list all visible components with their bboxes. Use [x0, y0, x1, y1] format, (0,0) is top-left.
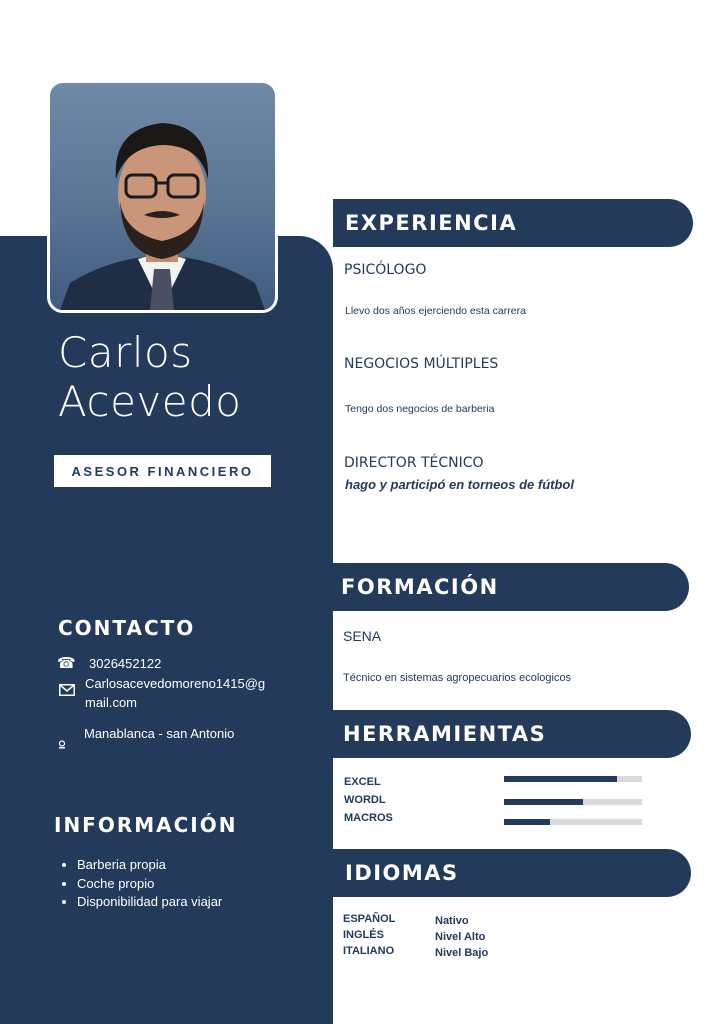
- contact-email: [85, 674, 265, 712]
- location-pin-icon: [58, 740, 66, 749]
- contact-address: Manablanca - san Antonio: [84, 726, 235, 741]
- experience-banner: [333, 199, 693, 247]
- language-level: Nivel Alto: [435, 931, 486, 943]
- tool-level-bar: [504, 819, 642, 825]
- language-name: INGLÉS: [343, 929, 384, 941]
- job-description: hago y participó en torneos de fútbol: [345, 477, 574, 492]
- tool-name: MACROS: [344, 812, 393, 824]
- tools-heading: HERRAMIENTAS: [343, 722, 547, 746]
- tools-banner: [333, 710, 691, 758]
- job-title: DIRECTOR TÉCNICO: [344, 455, 484, 471]
- education-program: Técnico en sistemas agropecuarios ecologicos: [343, 672, 572, 684]
- contact-heading: CONTACTO: [58, 616, 196, 640]
- education-institution: SENA: [343, 628, 382, 644]
- job-title: NEGOCIOS MÚLTIPLES: [344, 356, 499, 372]
- contact-phone: 3026452122: [89, 656, 162, 671]
- last-name: Acevedo: [58, 377, 242, 426]
- tool-level-fill: [504, 776, 617, 782]
- language-level: Nivel Bajo: [435, 947, 489, 959]
- language-name: ESPAÑOL: [343, 913, 396, 925]
- phone-icon: ☎: [57, 654, 76, 672]
- role-badge: [54, 455, 271, 487]
- job-description: Llevo dos años ejerciendo esta carrera: [345, 305, 526, 317]
- info-heading: INFORMACIÓN: [54, 813, 238, 837]
- first-name: Carlos: [58, 328, 193, 377]
- languages-heading: IDIOMAS: [345, 861, 459, 885]
- info-item: • Disponibilidad para viajar: [77, 893, 222, 912]
- info-item: • Coche propio: [77, 875, 222, 894]
- email-line-2: mail.com: [85, 695, 138, 710]
- tool-level-bar: [504, 776, 642, 782]
- email-line-1: Carlosacevedomoreno1415@g: [85, 676, 266, 691]
- education-banner: [333, 563, 689, 611]
- job-description: Tengo dos negocios de barberia: [345, 403, 495, 415]
- person-name: [58, 328, 241, 426]
- experience-heading: EXPERIENCIA: [345, 211, 518, 235]
- languages-banner: [333, 849, 691, 897]
- portrait-illustration: [50, 83, 275, 310]
- envelope-icon: [59, 684, 75, 696]
- tool-name: WORDL: [344, 794, 386, 806]
- tool-level-fill: [504, 799, 583, 805]
- profile-photo: [47, 80, 278, 313]
- tool-level-fill: [504, 819, 550, 825]
- job-title: PSICÓLOGO: [344, 262, 427, 278]
- tool-level-bar: [504, 799, 642, 805]
- info-list: [62, 856, 222, 912]
- role-title: ASESOR FINANCIERO: [71, 463, 254, 479]
- education-heading: FORMACIÓN: [341, 575, 499, 599]
- language-name: ITALIANO: [343, 945, 395, 957]
- language-level: Nativo: [435, 915, 469, 927]
- info-item: • Barberia propia: [77, 856, 222, 875]
- tool-name: EXCEL: [344, 776, 381, 788]
